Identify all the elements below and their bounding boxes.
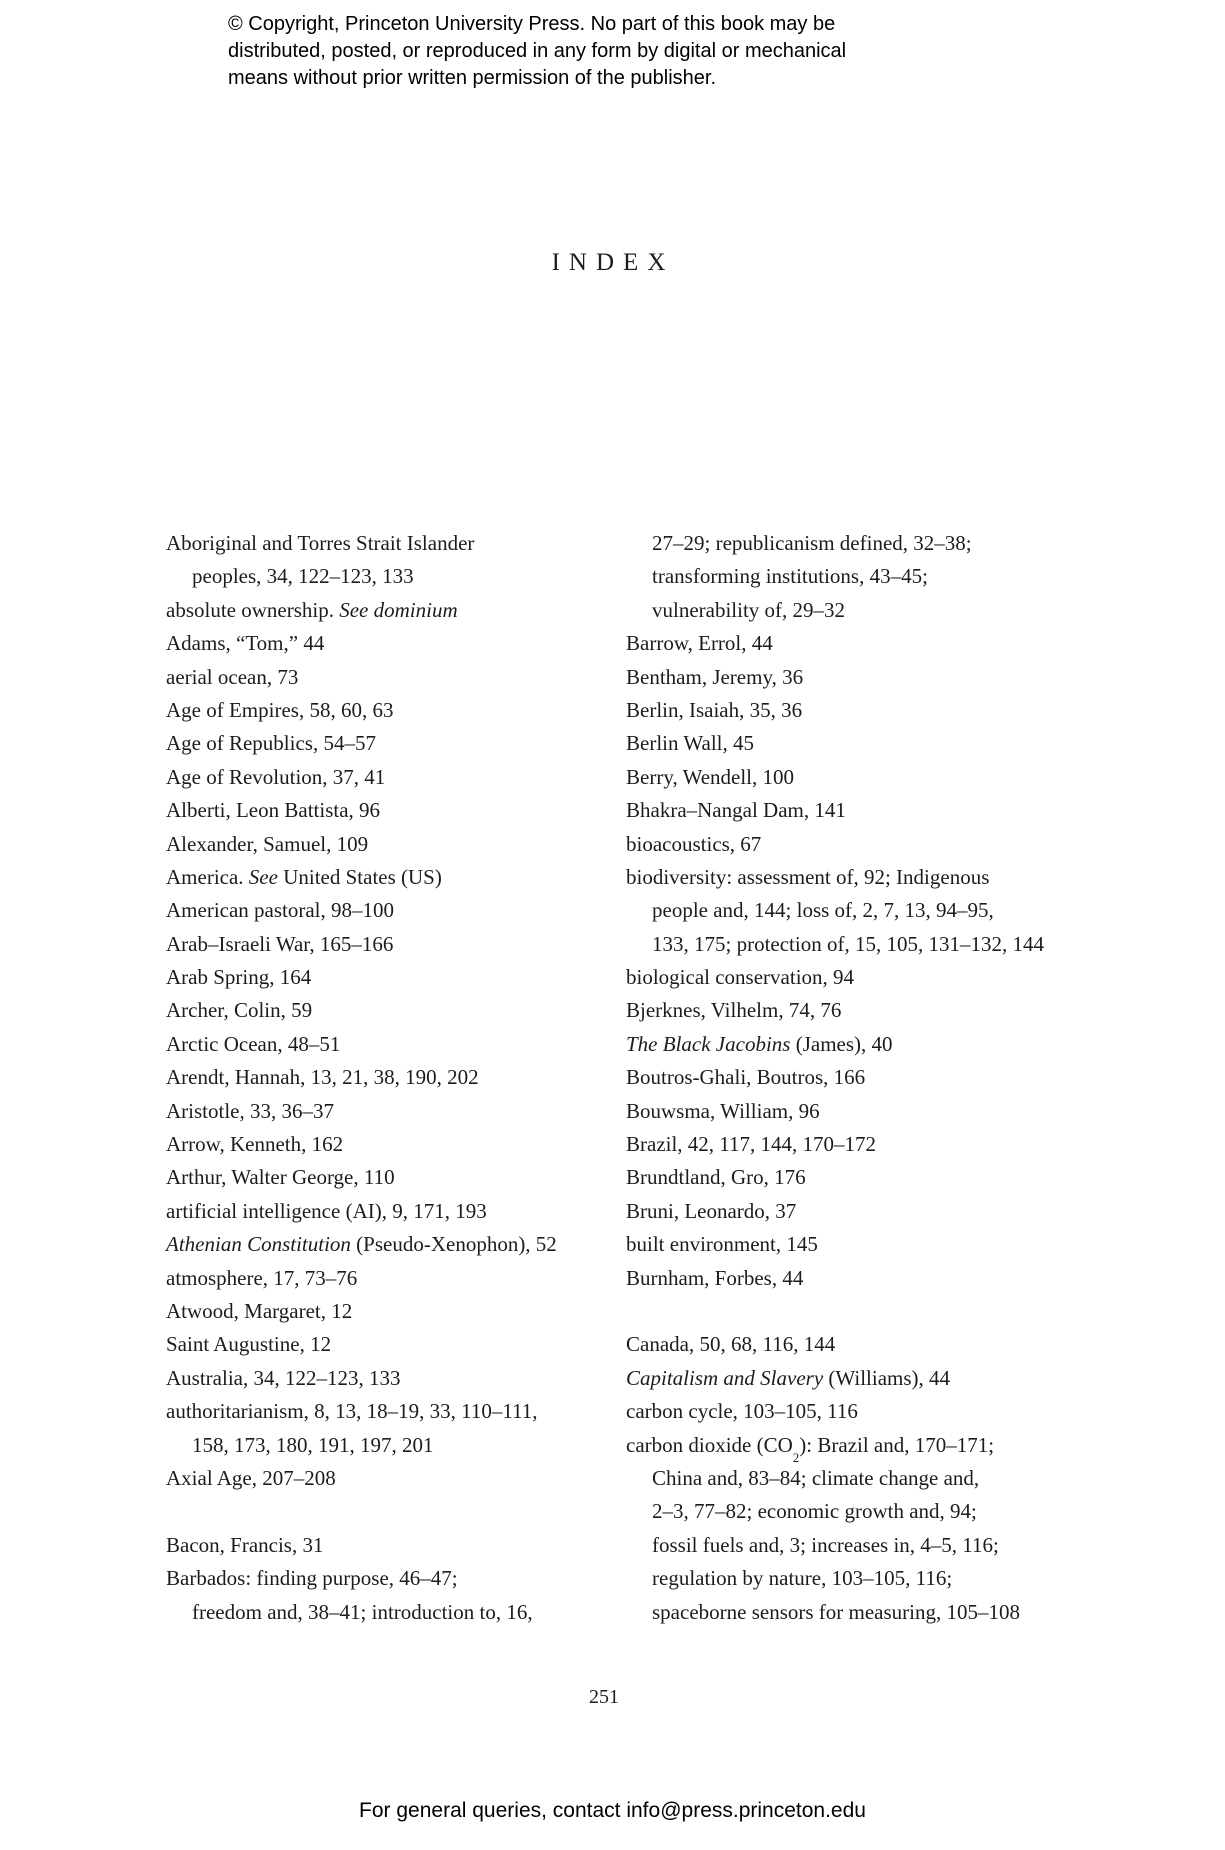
index-entry-line [626, 861, 1096, 894]
index-entry-text-segment: Aboriginal and Torres Strait Islander [166, 531, 475, 555]
index-entry-text-segment: biodiversity: assessment of, 92; Indigenous [626, 864, 990, 889]
index-entry-text-segment: 27–29; republicanism defined, 32–38; [652, 531, 972, 555]
index-entry-line [626, 1262, 1096, 1295]
copyright-notice [228, 11, 846, 92]
index-entry-text-segment: Brazil, 42, 117, 144, 170–172 [626, 1132, 877, 1157]
index-entry-text-segment: carbon dioxide (CO [626, 1432, 793, 1457]
index-entry-text-segment: Burnham, Forbes, 44 [626, 1265, 804, 1290]
index-blank-line [626, 1295, 1096, 1328]
index-entry-text-segment: Arab–Israeli War, 165–166 [166, 931, 394, 956]
index-entry-text-segment: China and, 83–84; climate change and, [652, 1465, 980, 1490]
index-entry-text-segment: Berlin Wall, 45 [626, 731, 754, 756]
index-entry-line [166, 794, 618, 827]
index-entry-text-segment: built environment, 145 [626, 1232, 818, 1257]
page-number: 251 [589, 1686, 619, 1708]
index-entry-line [626, 627, 1096, 660]
index-entry-text-segment: Arthur, Walter George, 110 [166, 1165, 395, 1190]
index-entry-text-segment: Bentham, Jeremy, 36 [626, 664, 804, 689]
index-entry-text-segment: Australia, 34, 122–123, 133 [166, 1365, 401, 1390]
index-entry-line [166, 1262, 618, 1295]
index-column-left [166, 527, 618, 1629]
index-entry-text-segment: Alexander, Samuel, 109 [166, 831, 369, 856]
index-entry-text-segment: aerial ocean, 73 [166, 664, 299, 689]
index-entry-text-segment: carbon cycle, 103–105, 116 [626, 1399, 858, 1424]
index-entry-text-segment: 2–3, 77–82; economic growth and, 94; [652, 1499, 977, 1524]
index-entry-text-segment: Archer, Colin, 59 [166, 998, 313, 1023]
index-entry-text-segment: peoples, 34, 122–123, 133 [192, 564, 414, 589]
index-entry-line [626, 1061, 1096, 1094]
index-entry-line [626, 1228, 1096, 1261]
index-entry-text-segment: Saint Augustine, 12 [166, 1332, 332, 1357]
index-entry-text-segment: authoritarianism, 8, 13, 18–19, 33, 110–111, [166, 1399, 538, 1424]
index-entry-italic-segment: Athenian Constitution [166, 1232, 351, 1257]
index-entry-text-segment: America. [166, 864, 249, 889]
index-entry-text-segment: Barbados: finding purpose, 46–47; [166, 1566, 458, 1591]
index-entry-text-segment: transforming institutions, 43–45; [652, 564, 928, 589]
index-entry-line [166, 1328, 618, 1361]
index-entry-italic-segment: See dominium [339, 597, 458, 622]
index-entry-line [166, 527, 618, 560]
index-entry-line [166, 828, 618, 861]
index-entry-line [166, 1195, 618, 1228]
copyright-line: means without prior written permission of the publisher. [228, 67, 717, 89]
index-entry-text-segment: Brundtland, Gro, 176 [626, 1165, 806, 1190]
index-entry-line [626, 761, 1096, 794]
index-entry-text-segment: (Pseudo-Xenophon), 52 [350, 1232, 557, 1257]
index-entry-line [626, 727, 1096, 760]
index-entry-text-segment: Arendt, Hannah, 13, 21, 38, 190, 202 [166, 1065, 479, 1090]
index-entry-line [166, 961, 618, 994]
index-entry-line [626, 828, 1096, 861]
index-entry-line [166, 694, 618, 727]
index-entry-text-segment: 2 [792, 1449, 800, 1465]
index-entry-text-segment: absolute ownership. [166, 597, 340, 622]
index-entry-line [166, 861, 618, 894]
index-entry-line [626, 1095, 1096, 1128]
index-entry-line [166, 1562, 618, 1595]
index-entry-line [626, 1562, 1096, 1595]
index-entry-text-segment: freedom and, 38–41; introduction to, 16, [192, 1599, 533, 1624]
index-entry-text-segment: ): Brazil and, 170–171; [799, 1432, 995, 1457]
page-title: INDEX [551, 249, 675, 276]
index-entry-text-segment: Canada, 50, 68, 116, 144 [626, 1332, 836, 1357]
index-entry-line [626, 961, 1096, 994]
index-entry-line [626, 894, 1096, 927]
index-entry-line [166, 560, 618, 593]
index-entry-line [626, 994, 1096, 1027]
index-entry-text-segment: artificial intelligence (AI), 9, 171, 193 [166, 1198, 487, 1223]
index-entry-line [166, 1596, 618, 1629]
index-entry-text-segment: United States (US) [277, 864, 442, 889]
index-entry-text-segment: vulnerability of, 29–32 [652, 597, 846, 622]
footer-contact-text: For general queries, contact info@press.princeton.edu [359, 1799, 866, 1822]
index-entry-text-segment: Arab Spring, 164 [166, 965, 312, 990]
index-entry-line [166, 1462, 618, 1495]
index-entry-line [626, 694, 1096, 727]
index-entry-line [626, 1495, 1096, 1528]
index-entry-text-segment: Bacon, Francis, 31 [166, 1532, 324, 1557]
index-entry-text-segment: Atwood, Margaret, 12 [166, 1298, 353, 1323]
index-entry-line [626, 928, 1096, 961]
index-entry-text-segment: Boutros-Ghali, Boutros, 166 [626, 1065, 866, 1090]
index-entry-text-segment: 158, 173, 180, 191, 197, 201 [192, 1432, 434, 1457]
index-entry-line [166, 894, 618, 927]
index-entry-line [166, 627, 618, 660]
index-entry-line [166, 1061, 618, 1094]
index-blank-line [166, 1495, 618, 1528]
index-entry-line [626, 1395, 1096, 1428]
index-entry-text-segment: fossil fuels and, 3; increases in, 4–5, 116; [652, 1532, 999, 1557]
index-entry-text-segment: Barrow, Errol, 44 [626, 631, 773, 656]
index-entry-line [626, 1328, 1096, 1361]
index-entry-text-segment: 133, 175; protection of, 15, 105, 131–132, 144 [652, 931, 1044, 956]
index-entry-text-segment: Axial Age, 207–208 [166, 1465, 336, 1490]
index-entry-line [626, 1028, 1096, 1061]
index-entry-text-segment: people and, 144; loss of, 2, 7, 13, 94–95, [652, 898, 994, 923]
index-entry-line [166, 1429, 618, 1462]
index-entry-line [626, 1195, 1096, 1228]
index-entry-text-segment: Bjerknes, Vilhelm, 74, 76 [626, 998, 842, 1023]
index-entry-text-segment: bioacoustics, 67 [626, 831, 762, 856]
index-entry-text-segment: (Williams), 44 [823, 1365, 951, 1390]
index-entry-text-segment: spaceborne sensors for measuring, 105–108 [652, 1599, 1020, 1624]
index-entry-line [166, 1395, 618, 1428]
index-entry-text-segment: Alberti, Leon Battista, 96 [166, 798, 381, 823]
copyright-line: distributed, posted, or reproduced in any form by digital or mechanical [228, 40, 847, 62]
index-entry-line [166, 1095, 618, 1128]
index-entry-line [626, 594, 1096, 627]
index-entry-line [166, 1028, 618, 1061]
index-entry-line [626, 1128, 1096, 1161]
index-entry-text-segment: Bouwsma, William, 96 [626, 1098, 820, 1123]
index-entry-line [626, 661, 1096, 694]
index-entry-line [626, 560, 1096, 593]
index-entry-italic-segment: See [248, 864, 278, 889]
index-entry-text-segment: American pastoral, 98–100 [166, 898, 395, 923]
index-entry-text-segment: regulation by nature, 103–105, 116; [652, 1566, 953, 1591]
index-entry-line [166, 661, 618, 694]
index-entry-text-segment: Adams, “Tom,” 44 [166, 631, 325, 656]
index-entry-text-segment: (James), 40 [790, 1031, 893, 1056]
index-entry-text-segment: Berlin, Isaiah, 35, 36 [626, 697, 803, 722]
index-entry-text-segment: Berry, Wendell, 100 [626, 764, 795, 789]
index-entry-line [626, 527, 1096, 560]
index-entry-line [166, 1362, 618, 1395]
index-entry-line [626, 794, 1096, 827]
index-entry-text-segment: Bhakra–Nangal Dam, 141 [626, 798, 846, 823]
index-entry-line [166, 1161, 618, 1194]
index-entry-text-segment: Age of Empires, 58, 60, 63 [166, 697, 394, 722]
index-entry-text-segment: Age of Republics, 54–57 [166, 731, 376, 756]
index-column-right [626, 527, 1096, 1629]
index-entry-italic-segment: The Black Jacobins [626, 1031, 791, 1056]
index-entry-text-segment: Arrow, Kenneth, 162 [166, 1132, 344, 1157]
index-entry-italic-segment: Capitalism and Slavery [626, 1365, 824, 1390]
index-entry-line [626, 1161, 1096, 1194]
footer-contact [0, 1799, 1225, 1823]
index-entry-text-segment: atmosphere, 17, 73–76 [166, 1265, 358, 1290]
index-entry-line [166, 994, 618, 1027]
index-entry-line [166, 1228, 618, 1261]
index-entry-line [626, 1462, 1096, 1495]
index-entry-text-segment: Age of Revolution, 37, 41 [166, 764, 386, 789]
index-entry-line [626, 1429, 1096, 1465]
index-entry-line [166, 1529, 618, 1562]
copyright-line: © Copyright, Princeton University Press. No part of this book may be [228, 13, 836, 35]
index-entry-line [166, 1295, 618, 1328]
index-columns [166, 527, 1106, 1637]
index-entry-line [626, 1362, 1096, 1395]
index-entry-line [166, 727, 618, 760]
index-entry-line [626, 1529, 1096, 1562]
index-entry-line [166, 761, 618, 794]
index-entry-line [626, 1596, 1096, 1629]
index-entry-line [166, 928, 618, 961]
index-entry-text-segment: biological conservation, 94 [626, 965, 855, 990]
index-entry-line [166, 594, 618, 627]
index-entry-line [166, 1128, 618, 1161]
index-entry-text-segment: Aristotle, 33, 36–37 [166, 1098, 334, 1123]
index-entry-text-segment: Bruni, Leonardo, 37 [626, 1198, 797, 1223]
index-entry-text-segment: Arctic Ocean, 48–51 [166, 1031, 341, 1056]
